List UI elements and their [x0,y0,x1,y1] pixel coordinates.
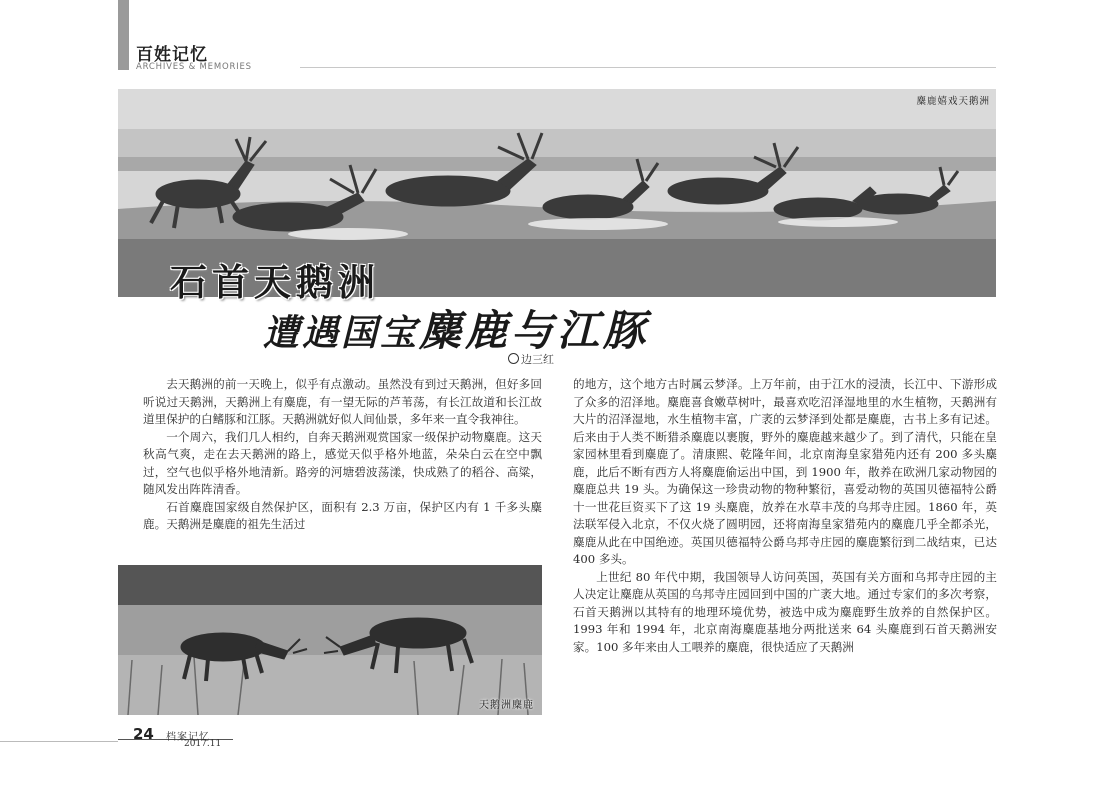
author-circle-icon [508,353,519,364]
paragraph: 石首麋鹿国家级自然保护区，面积有 2.3 万亩，保护区内有 1 千多头麋鹿。天鹅洲是麋鹿的祖先生活过 [143,499,542,531]
section-title: 百姓记忆 [136,45,208,65]
issue-date: 2017.11 [184,739,222,749]
paragraph: 一个周六，我们几人相约，自奔天鹅洲观赏国家一级保护动物麋鹿。这天秋高气爽，走在去天鹅洲的路上，感觉天似乎格外地蓝，朵朵白云在空中飘过，空气也似乎格外地清新。路旁的河塘碧波荡漾，快成熟了的稻谷、高粱，随风发出阵阵清香。 [143,429,542,496]
author-name: 边三红 [521,353,554,366]
page-number: 24 [133,725,154,743]
inline-photo [118,565,542,715]
article-title-line2 [263,298,649,358]
section-subtitle: ARCHIVES & MEMORIES [136,62,252,72]
inline-photo-caption: 天鹅洲麋鹿 [479,700,534,711]
title-emphasis: 麋鹿与江豚 [419,306,650,355]
deer-fighting-icon [118,565,542,715]
paragraph: 的地方，这个地方古时属云梦泽。上万年前，由于江水的浸渍，长江中、下游形成了众多的沼泽地。麋鹿喜食嫩草树叶，最喜欢吃沼泽湿地里的水生植物，天鹅洲有大片的沼泽湿地，水生植物丰富，广袤的云梦泽到处都是麋鹿，古书上多有记述。后来由于人类不断猎杀麋鹿以裹腹，野外的麋鹿越来越少了。到了清代，只能在皇家园林里看到麋鹿了。清康熙、乾隆年间，北京南海皇家猎苑内还有 200 多头麋鹿，此后不断有西方人将麋鹿偷运出中国，到 1900 年，散养在欧洲几家动物园的麋鹿总共 19 头。为确保这一珍贵动物的物种繁衍，喜爱动物的英国贝德福特公爵十一世花巨资买下了这 19 头麋鹿，放养在水草丰茂的乌邦寺庄园。1860 年，英法联军侵入北京，不仅火烧了圆明园，还将南海皇家猎苑内的麋鹿几乎全都杀光，麋鹿从此在中国绝迹。英国贝德福特公爵乌邦寺庄园的麋鹿繁衍到二战结束，已达 400 多头。 [573,377,997,566]
section-divider [300,67,996,68]
title-prefix: 遭遇国宝 [263,312,420,354]
hero-caption: 麋鹿嬉戏天鹅洲 [916,96,990,107]
paragraph: 上世纪 80 年代中期，我国领导人访问英国，英国有关方面和乌邦寺庄园的主人决定让麋鹿从英国的乌邦寺庄园回到中国的广袤大地。通过专家们的多次考察，石首天鹅洲以其特有的地理环境优势，被选中成为麋鹿野生放养的自然保护区。1993 年和 1994 年，北京南海麋鹿基地分两批送来 64 头麋鹿到石首天鹅洲安家。100 多年来由人工喂养的麋鹿，很快适应了天鹅洲 [573,569,997,654]
left-column [143,376,542,534]
magazine-name: 档案记忆 [166,732,210,743]
paragraph: 去天鹅洲的前一天晚上，似乎有点激动。虽然没有到过天鹅洲，但好多回听说过天鹅洲，天鹅洲上有麋鹿，有一望无际的芦苇荡，有长江故道和长江故道里保护的白鳍豚和江豚。天鹅洲就好似人间仙景，多年来一直令我神往。 [143,377,542,426]
article-title-line1: 石首天鹅洲 [170,260,380,304]
footer-left-rule [0,741,118,742]
page-edge-bar [118,0,129,70]
right-column [573,376,997,656]
author-byline [508,351,554,367]
